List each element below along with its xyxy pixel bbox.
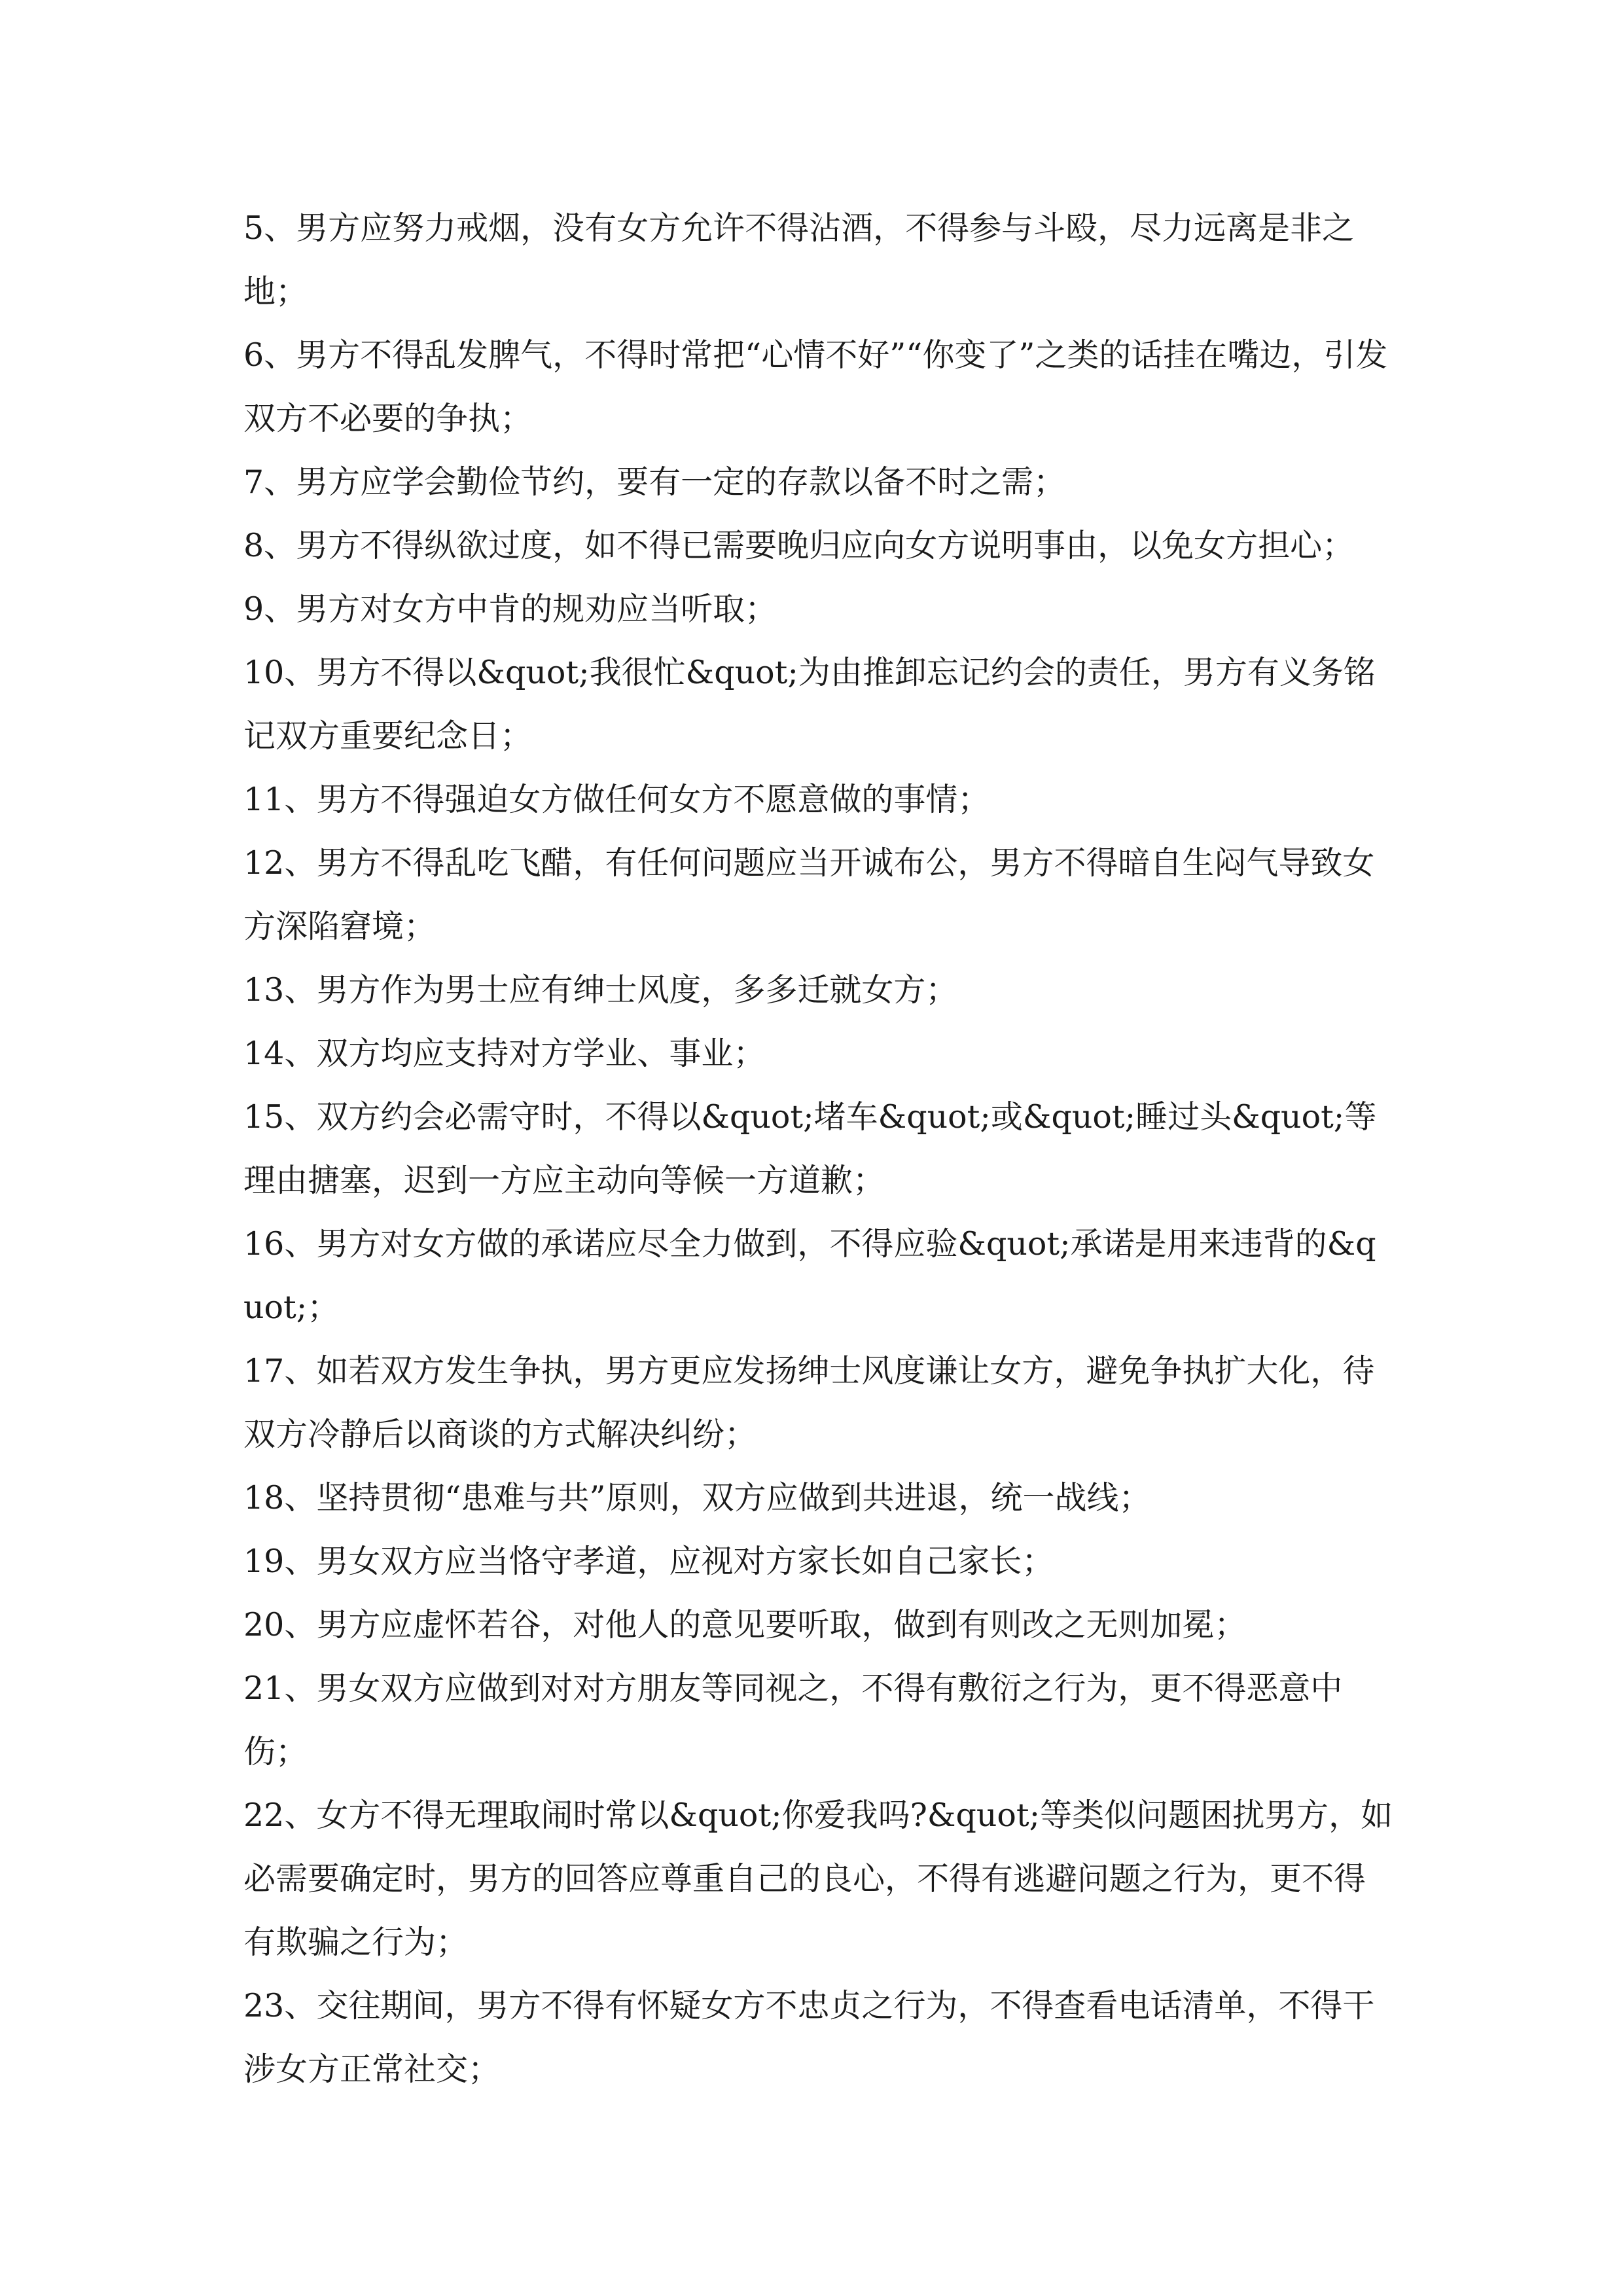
list-item: 8、男方不得纵欲过度，如不得已需要晚归应向女方说明事由，以免女方担心； xyxy=(243,527,1355,564)
list-item: 16、男方对女方做的承诺应尽全力做到，不得应验&quot;承诺是用来违背的&quot;； xyxy=(243,1225,1376,1326)
list-item: 17、如若双方发生争执，男方更应发扬绅士风度谦让女方，避免争执扩大化，待双方冷静后以商谈的方式解决纠纷； xyxy=(243,1352,1375,1453)
list-item: 5、男方应努力戒烟，没有女方允许不得沾酒，不得参与斗殴，尽力远离是非之地； xyxy=(243,209,1355,310)
list-item: 14、双方均应支持对方学业、事业； xyxy=(243,1035,766,1072)
list-item: 13、男方作为男士应有绅士风度，多多迁就女方； xyxy=(243,971,958,1009)
list-item: 19、男女双方应当恪守孝道，应视对方家长如自己家长； xyxy=(243,1543,1054,1580)
list-item: 20、男方应虚怀若谷，对他人的意见要听取，做到有则改之无则加冕； xyxy=(243,1606,1247,1643)
list-item: 9、男方对女方中肯的规劝应当听取； xyxy=(243,590,777,628)
list-item: 7、男方应学会勤俭节约，要有一定的存款以备不时之需； xyxy=(243,463,1066,501)
list-item: 22、女方不得无理取闹时常以&quot;你爱我吗?&quot;等类似问题困扰男方，如必需要确定时，男方的回答应尊重自己的良心，不得有逃避问题之行为，更不得有欺骗之行为； xyxy=(243,1797,1393,1961)
list-item: 23、交往期间，男方不得有怀疑女方不忠贞之行为，不得查看电话清单，不得干涉女方正常社交； xyxy=(243,1987,1375,2088)
list-item: 10、男方不得以&quot;我很忙&quot;为由推卸忘记约会的责任，男方有义务铭记双方重要纪念日； xyxy=(243,654,1376,755)
list-item: 11、男方不得强迫女方做任何女方不愿意做的事情； xyxy=(243,781,990,818)
list-item: 12、男方不得乱吃飞醋，有任何问题应当开诚布公，男方不得暗自生闷气导致女方深陷窘境； xyxy=(243,844,1375,945)
list-item: 6、男方不得乱发脾气，不得时常把“心情不好”“你变了”之类的话挂在嘴边，引发双方不必要的争执； xyxy=(243,336,1388,437)
list-item: 15、双方约会必需守时，不得以&quot;堵车&quot;或&quot;睡过头&quot;等理由搪塞，迟到一方应主动向等候一方道歉； xyxy=(243,1098,1377,1199)
list-item: 18、坚持贯彻“患难与共”原则，双方应做到共进退，统一战线； xyxy=(243,1479,1151,1516)
list-item: 21、男女双方应做到对对方朋友等同视之，不得有敷衍之行为，更不得恶意中伤； xyxy=(243,1670,1343,1770)
document-body xyxy=(243,196,1395,2101)
